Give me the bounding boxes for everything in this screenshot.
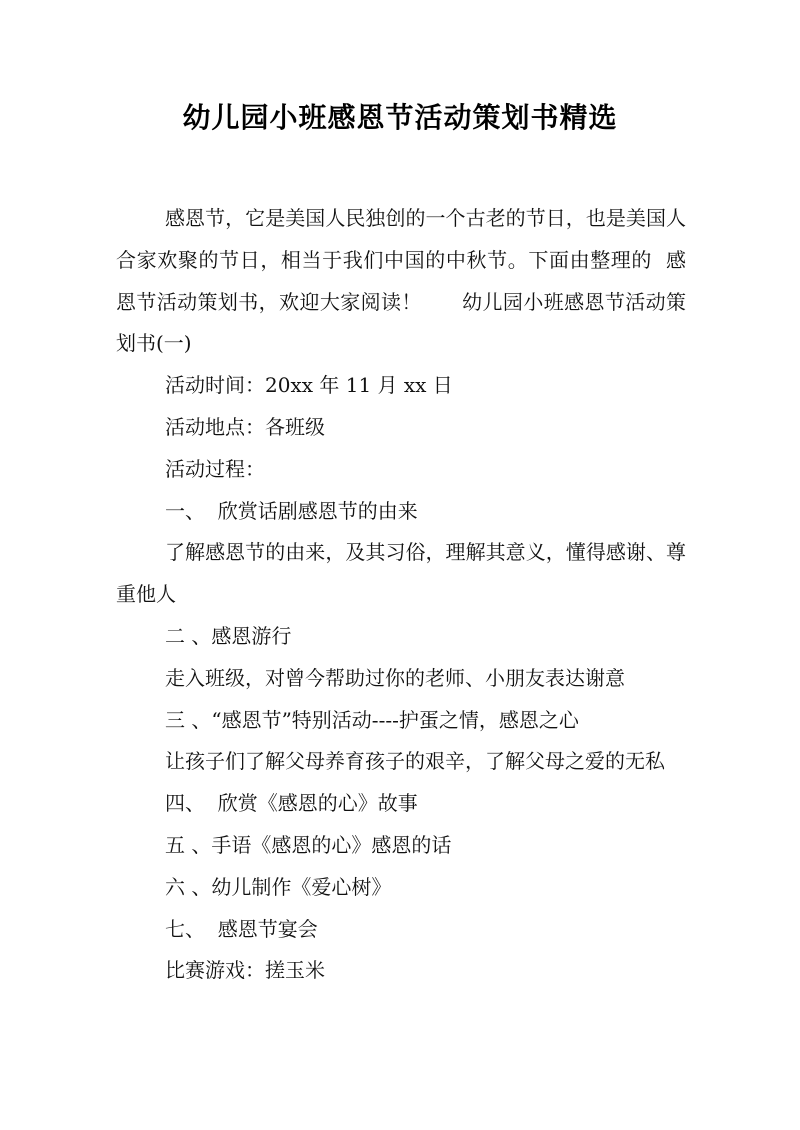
step-5-heading: 五 、手语《感恩的心》感恩的话 (165, 832, 452, 857)
step-2-heading: 二 、感恩游行 (165, 623, 292, 648)
step-6-heading: 六 、幼儿制作《爱心树》 (165, 874, 392, 899)
activity-process-heading: 活动过程： (165, 456, 265, 481)
document-body (116, 198, 686, 992)
step-3-description: 让孩子们了解父母养育孩子的艰辛，了解父母之爱的无私 (165, 749, 665, 774)
activity-location: 活动地点：各班级 (165, 414, 325, 439)
step-1-description: 了解感恩节的由来，及其习俗，理解其意义，懂得感谢、尊重他人 (116, 540, 686, 607)
activity-time: 活动时间：20xx 年 11 月 xx 日 (165, 373, 453, 398)
competition-game: 比赛游戏：搓玉米 (165, 958, 325, 983)
step-2-description: 走入班级，对曾今帮助过你的老师、小朋友表达谢意 (165, 665, 625, 690)
step-1-heading: 一、 欣赏话剧感恩节的由来 (165, 498, 418, 523)
step-3-heading: 三 、“感恩节”特别活动----护蛋之情，感恩之心 (165, 707, 579, 732)
step-4-heading: 四、 欣赏《感恩的心》故事 (165, 791, 418, 816)
document-title: 幼儿园小班感恩节活动策划书精选 (182, 101, 618, 134)
step-7-heading: 七、 感恩节宴会 (165, 916, 318, 941)
intro-paragraph: 感恩节，它是美国人民独创的一个古老的节日，也是美国人合家欢聚的节日，相当于我们中国的中秋节。下面由整理的 感恩节活动策划书，欢迎大家阅读！ 幼儿园小班感恩节活动策划书(一) (116, 206, 686, 356)
